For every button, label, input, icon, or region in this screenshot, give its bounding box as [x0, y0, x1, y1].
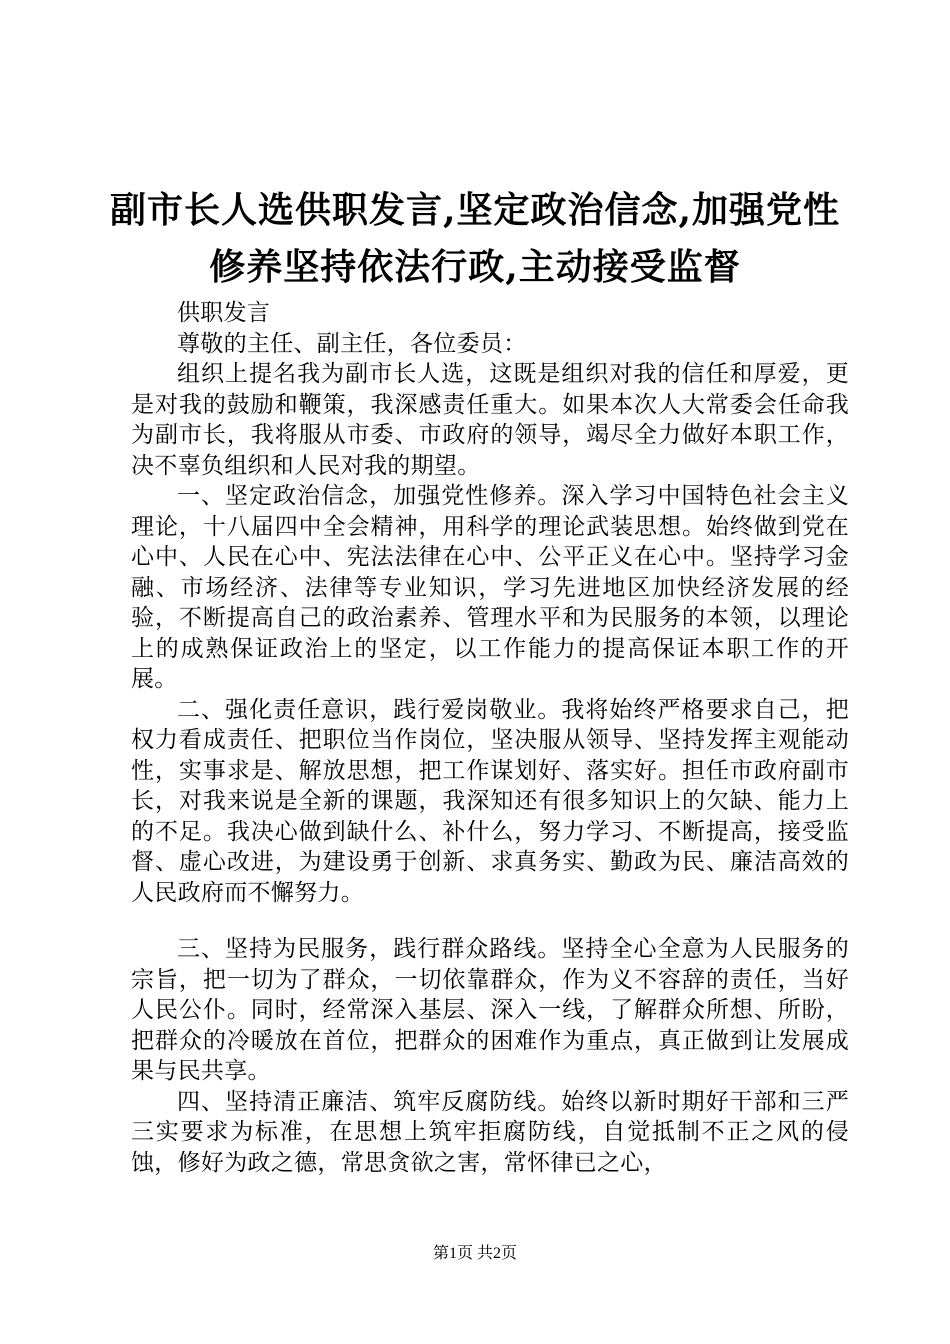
paragraph-intro: 组织上提名我为副市长人选，这既是组织对我的信任和厚爱，更是对我的鼓励和鞭策，我深感责任重大。如果本次人大常委会任命我为副市长，我将服从市委、市政府的领导，竭尽全力做好本职工作，决不辜负组织和人民对我的期望。: [131, 361, 849, 479]
paragraph-point-1: 一、坚定政治信念，加强党性修养。深入学习中国特色社会主义理论，十八届四中全会精神，用科学的理论武装思想。始终做到党在心中、人民在心中、宪法法律在心中、公平正义在心中。坚持学习金融、市场经济、法律等专业知识，学习先进地区加快经济发展的经验，不断提高自己的政治素养、管理水平和为民服务的本领，以理论上的成熟保证政治上的坚定，以工作能力的提高保证本职工作的开展。: [131, 483, 849, 692]
paragraph-point-2: 二、强化责任意识，践行爱岗敬业。我将始终严格要求自己，把权力看成责任、把职位当作岗位，坚决服从领导、坚持发挥主观能动性，实事求是、解放思想，把工作谋划好、落实好。担任市政府副市长，对我来说是全新的课题，我深知还有很多知识上的欠缺、能力上的不足。我决心做到缺什么、补什么，努力学习、不断提高，接受监督、虚心改进，为建设勇于创新、求真务实、勤政为民、廉洁高效的人民政府而不懈努力。: [131, 696, 849, 906]
paragraph-point-3: 三、坚持为民服务，践行群众路线。坚持全心全意为人民服务的宗旨，把一切为了群众，一切依靠群众，作为义不容辞的责任，当好人民公仆。同时，经常深入基层、深入一线，了解群众所想、所盼，把群众的冷暖放在首位，把群众的困难作为重点，真正做到让发展成果与民共享。: [131, 936, 849, 1084]
document-title-line-1: 副市长人选供职发言,坚定政治信念,加强党性: [109, 189, 841, 231]
paragraph-salutation: 尊敬的主任、副主任，各位委员：: [177, 330, 527, 357]
document-title-line-2: 修养坚持依法行政,主动接受监督: [209, 246, 741, 288]
paragraph-heading: 供职发言: [177, 300, 271, 326]
paragraph-point-4: 四、坚持清正廉洁、筑牢反腐防线。始终以新时期好干部和三严三实要求为标准，在思想上筑牢拒腐防线，自觉抵制不正之风的侵蚀，修好为政之德，常思贪欲之害，常怀律已之心，: [131, 1088, 849, 1176]
document-body: [131, 298, 849, 1178]
page-number-footer: 第1页 共2页: [432, 1245, 517, 1262]
